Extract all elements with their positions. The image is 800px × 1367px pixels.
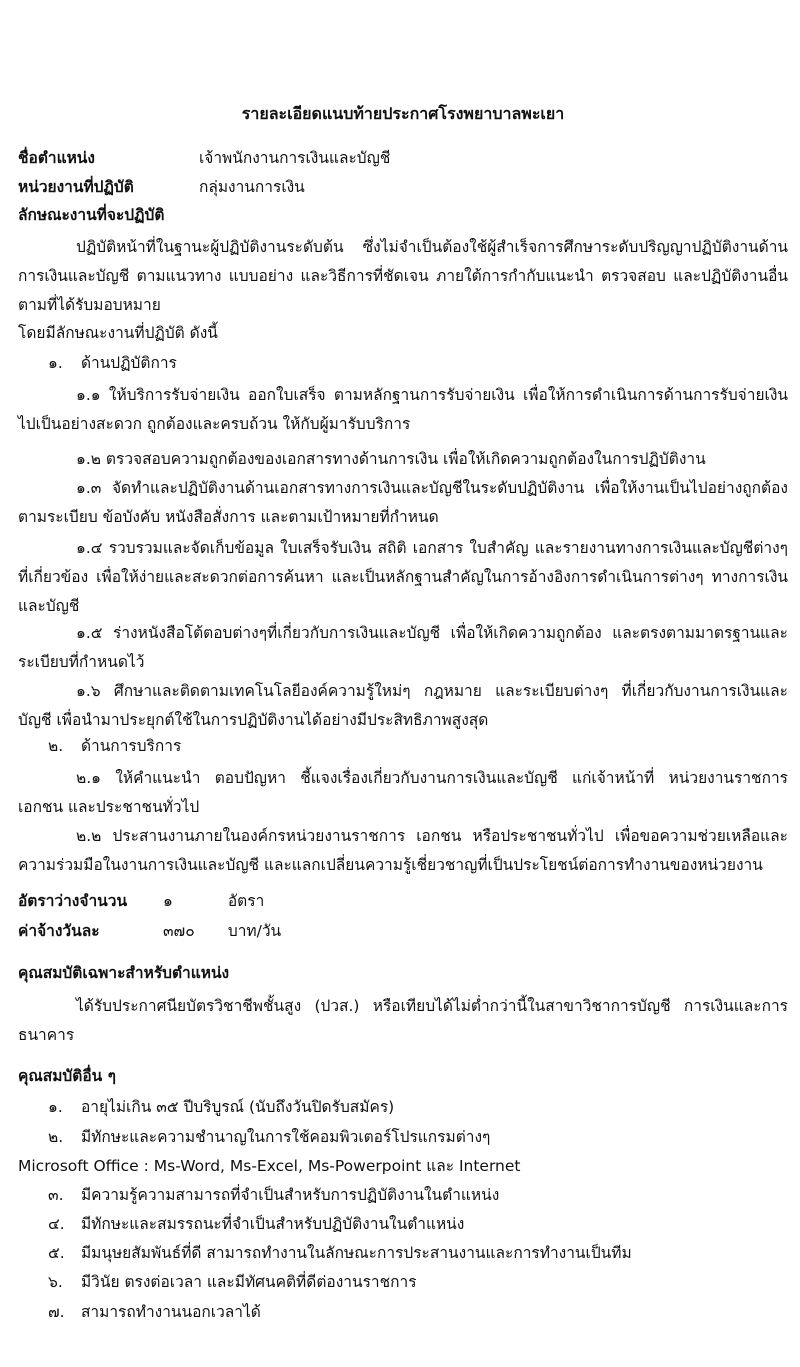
section1-number: ๑.	[48, 354, 63, 372]
section2-item	[18, 822, 788, 880]
section2-item	[18, 764, 788, 822]
other-qualification-item	[48, 1125, 490, 1150]
item-number: ๑.๑	[76, 386, 101, 404]
unit-row	[18, 175, 788, 200]
section1-item	[18, 534, 788, 621]
item-text: อายุไม่เกิน ๓๕ ปีบริบูรณ์ (นับถึงวันปิดรับสมัคร)	[80, 1098, 395, 1116]
item-text: ร่างหนังสือโต้ตอบต่างๆที่เกี่ยวกับการเงินและบัญชี เพื่อให้เกิดความถูกต้อง และตรงตามมาตรฐานและระเบียบที่กำหนดไว้	[18, 624, 788, 671]
item-number: ๑.๒	[76, 450, 101, 468]
vacancy-label: อัตราว่างจำนวน	[18, 892, 128, 910]
position-row	[18, 146, 788, 171]
wage-row	[18, 919, 788, 944]
item-text: มีความรู้ความสามารถที่จำเป็นสำหรับการปฏิบัติงานในตำแหน่ง	[80, 1186, 500, 1204]
qualifications-text: ได้รับประกาศนียบัตรวิชาชีพชั้นสูง (ปวส.) หรือเทียบได้ไม่ต่ำกว่านี้ในสาขาวิชาการบัญชี การเงินและการธนาคาร	[18, 997, 788, 1044]
item-number: ๒.๑	[76, 769, 101, 787]
section1-item	[18, 381, 788, 439]
section2-number: ๒.	[48, 737, 64, 755]
item-text: จัดทำและปฏิบัติงานด้านเอกสารทางการเงินและบัญชีในระดับปฏิบัติงาน เพื่อให้งานเป็นไปอย่างถูกต้อง ตามระเบียบ ข้อบังคับ หนังสือสั่งการ และตามเป้าหมายที่กำหนด	[18, 479, 788, 526]
item-number: ๓.	[48, 1186, 64, 1204]
section2-header	[48, 734, 181, 759]
wage-unit: บาท/วัน	[227, 922, 282, 940]
section1-item	[18, 619, 788, 677]
qualifications-heading: คุณสมบัติเฉพาะสำหรับตำแหน่ง	[18, 964, 230, 982]
item-number: ๑.๕	[76, 624, 103, 642]
other-qualification-item	[48, 1241, 632, 1266]
section1-item	[18, 677, 788, 735]
other-qualification-item	[48, 1270, 417, 1295]
item-number: ๑.๓	[76, 479, 102, 497]
job-nature-heading: ลักษณะงานที่จะปฏิบัติ	[18, 206, 165, 224]
item-text: รวบรวมและจัดเก็บข้อมูล ใบเสร็จรับเงิน สถิติ เอกสาร ใบสำคัญ และรายงานทางการเงินและบัญชีต่างๆ ที่เกี่ยวข้อง เพื่อให้ง่ายและสะดวกต่อการค้นหา และเป็นหลักฐานสำคัญในการอ้างอิงการดำเนินการต่างๆ ทางการเงินและบัญชี	[18, 539, 788, 615]
item-number: ๑.๖	[76, 682, 101, 700]
vacancy-unit: อัตรา	[227, 892, 265, 910]
section1-header	[48, 351, 177, 376]
item-number: ๕.	[48, 1244, 65, 1262]
item-text: มีมนุษยสัมพันธ์ที่ดี สามารถทำงานในลักษณะการประสานงานและการทำงานเป็นทีม	[80, 1244, 632, 1262]
item-text: มีทักษะและความชำนาญในการใช้คอมพิวเตอร์โปรแกรมต่างๆ	[80, 1128, 491, 1146]
wage-label: ค่าจ้างวันละ	[18, 922, 100, 940]
position-label: ชื่อตำแหน่ง	[18, 149, 95, 167]
item-text: มีทักษะและสมรรถนะที่จำเป็นสำหรับปฏิบัติงานในตำแหน่ง	[80, 1215, 465, 1233]
job-nature-intro2: โดยมีลักษณะงานที่ปฏิบัติ ดังนี้	[18, 324, 218, 342]
section1-item	[18, 474, 788, 532]
other-qualifications-heading: คุณสมบัติอื่น ๆ	[18, 1067, 116, 1085]
item-text: Microsoft Office : Ms-Word, Ms-Excel, Ms-Powerpoint และ Internet	[18, 1157, 521, 1175]
other-qualification-item	[18, 1154, 521, 1179]
job-nature-intro: ปฏิบัติหน้าที่ในฐานะผู้ปฏิบัติงานระดับต้น ซึ่งไม่จำเป็นต้องใช้ผู้สำเร็จการศึกษาระดับปริญญาปฏิบัติงานด้านการเงินและบัญชี ตามแนวทาง แบบอย่าง และวิธีการที่ชัดเจน ภายใต้การกำกับแนะนำ ตรวจสอบ และปฏิบัติงานอื่นตามที่ได้รับมอบหมาย	[18, 238, 788, 314]
item-number: ๖.	[48, 1273, 63, 1291]
vacancy-value: ๑	[162, 892, 173, 910]
other-qualification-item	[48, 1212, 464, 1237]
item-text: สามารถทำงานนอกเวลาได้	[80, 1303, 261, 1321]
item-number: ๑.	[48, 1098, 63, 1116]
wage-value: ๓๗๐	[162, 922, 195, 940]
other-qualification-item	[48, 1300, 261, 1325]
item-text: มีวินัย ตรงต่อเวลา และมีทัศนคติที่ดีต่องานราชการ	[80, 1273, 417, 1291]
section2-title: ด้านการบริการ	[80, 737, 182, 755]
other-qualification-item	[48, 1183, 499, 1208]
document-title: รายละเอียดแนบท้ายประกาศโรงพยาบาลพะเยา	[241, 104, 565, 123]
unit-value: กลุ่มงานการเงิน	[198, 178, 305, 196]
item-number: ๒.	[48, 1128, 64, 1146]
item-text: ให้บริการรับจ่ายเงิน ออกใบเสร็จ ตามหลักฐานการรับจ่ายเงิน เพื่อให้การดำเนินการด้านการรับจ่ายเงิน ไปเป็นอย่างสะดวก ถูกต้องและครบถ้วน ให้กับผู้มารับบริการ	[18, 386, 789, 433]
section1-title: ด้านปฏิบัติการ	[80, 354, 177, 372]
item-number: ๒.๒	[76, 827, 102, 845]
item-text: ให้คำแนะนำ ตอบปัญหา ชี้แจงเรื่องเกี่ยวกับงานการเงินและบัญชี แก่เจ้าหน้าที่ หน่วยงานราชการ เอกชน และประชาชนทั่วไป	[18, 769, 788, 816]
item-text: ตรวจสอบความถูกต้องของเอกสารทางด้านการเงิน เพื่อให้เกิดความถูกต้องในการปฏิบัติงาน	[105, 450, 706, 468]
section1-item	[18, 445, 788, 474]
item-number: ๑.๔	[76, 539, 103, 557]
item-text: ศึกษาและติดตามเทคโนโลยีองค์ความรู้ใหม่ๆ กฎหมาย และระเบียบต่างๆ ที่เกี่ยวกับงานการเงินและบัญชี เพื่อนำมาประยุกต์ใช้ในการปฏิบัติงานได้อย่างมีประสิทธิภาพสูงสุด	[18, 682, 788, 729]
vacancy-row	[18, 889, 788, 914]
item-number: ๗.	[48, 1303, 65, 1321]
position-value: เจ้าพนักงานการเงินและบัญชี	[198, 149, 391, 167]
unit-label: หน่วยงานที่ปฏิบัติ	[18, 178, 134, 196]
other-qualification-item	[48, 1095, 394, 1120]
item-number: ๔.	[48, 1215, 65, 1233]
item-text: ประสานงานภายในองค์กรหน่วยงานราชการ เอกชน หรือประชาชนทั่วไป เพื่อขอความช่วยเหลือและความร่วมมือในงานการเงินและบัญชี และแลกเปลี่ยนความรู้เชี่ยวชาญที่เป็นประโยชน์ต่อการทำงานของหน่วยงาน	[18, 827, 788, 874]
